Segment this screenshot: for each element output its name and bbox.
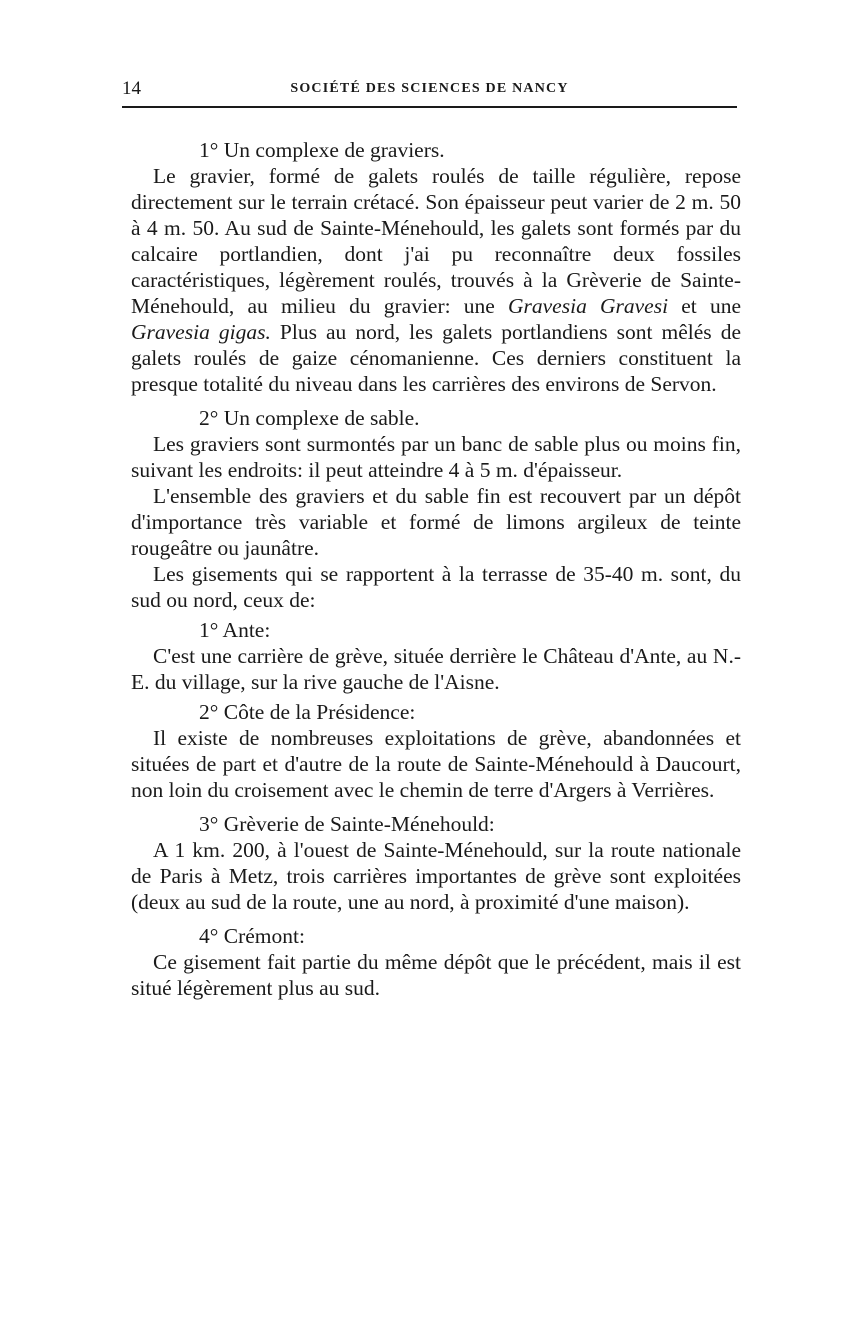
paragraph-gisements: Les gisements qui se rapportent à la terrasse de 35-40 m. sont, du sud ou nord, ceux de:	[131, 562, 741, 612]
paragraph-greverie: A 1 km. 200, à l'ouest de Sainte-Ménehould, sur la route nationale de Paris à Metz, trois carrières importantes de grève sont exploitées (deux au sud de la route, une au nord, à proximité d'une maison).	[131, 838, 741, 914]
paragraph-cremont: Ce gisement fait partie du même dépôt que le précédent, mais il est situé légèrement plus au sud.	[131, 950, 741, 1000]
paragraph-presidence: Il existe de nombreuses exploitations de grève, abandonnées et situées de part et d'autre de la route de Sainte-Ménehould à Daucourt, non loin du croisement avec le chemin de terre d'Argers à Verrières.	[131, 726, 741, 802]
paragraph-gravier	[131, 163, 741, 397]
running-head	[122, 78, 737, 100]
paragraph-text: Le gravier, formé de galets roulés de taille régulière, repose directement sur le terrain crétacé. Son épaisseur peut varier de 2 m. 50 à 4 m. 50. Au sud de Sainte-Ménehould, les galets sont formés par du calcaire portlandien, dont j'ai pu reconnaître deux fossiles caractéristiques, légèrement roulés, trouvés à la Grèverie de Sainte-Ménehould, au milieu du gravier: une	[131, 164, 741, 318]
body-text	[131, 137, 741, 1001]
paragraph-sable: Les graviers sont surmontés par un banc de sable plus ou moins fin, suivant les endroits: il peut atteindre 4 à 5 m. d'épaisseur.	[131, 432, 741, 482]
species-name: Gravesia gigas.	[131, 320, 271, 344]
species-name: Gravesia Gravesi	[508, 294, 669, 318]
section-heading-cremont: 4° Crémont:	[199, 924, 305, 948]
paragraph-text: Plus au nord, les galets portlandiens sont mêlés de galets roulés de gaize cénomanienne. Ces derniers constituent la presque totalité du niveau dans les carrières des environs de Servon.	[131, 320, 741, 396]
section-heading-ante: 1° Ante:	[199, 618, 271, 642]
section-heading-graviers: 1° Un complexe de graviers.	[199, 138, 445, 162]
journal-title: SOCIÉTÉ DES SCIENCES DE NANCY	[290, 81, 569, 96]
header-rule	[122, 106, 737, 108]
section-heading-greverie: 3° Grèverie de Sainte-Ménehould:	[199, 812, 495, 836]
section-heading-presidence: 2° Côte de la Présidence:	[199, 700, 416, 724]
paragraph-ante: C'est une carrière de grève, située derrière le Château d'Ante, au N.-E. du village, sur la rive gauche de l'Aisne.	[131, 644, 741, 694]
paragraph-limons: L'ensemble des graviers et du sable fin est recouvert par un dépôt d'importance très variable et formé de limons argileux de teinte rougeâtre ou jaunâtre.	[131, 484, 741, 560]
page-number: 14	[122, 78, 141, 99]
paragraph-text: et une	[668, 294, 741, 318]
section-heading-sable: 2° Un complexe de sable.	[199, 406, 420, 430]
